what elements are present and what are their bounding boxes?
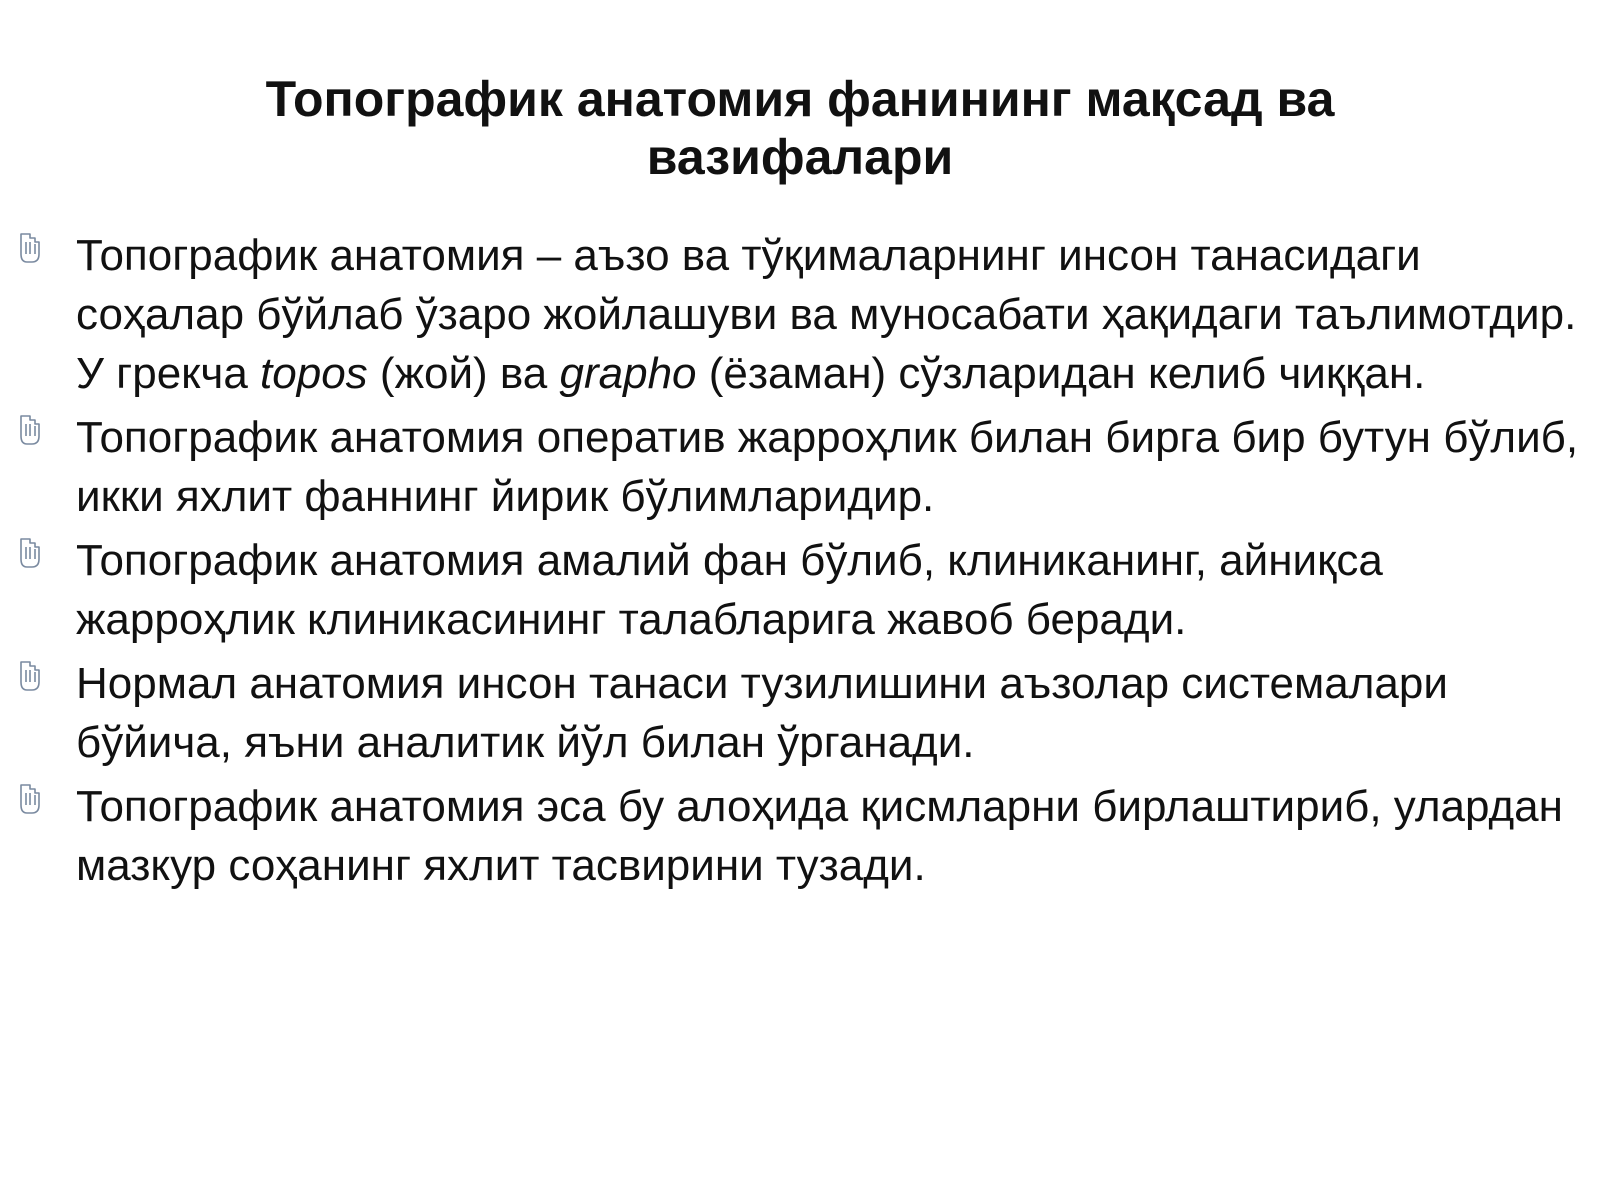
pointing-hand-icon <box>18 660 44 694</box>
bullet-item <box>18 226 1588 403</box>
bullet-text: Нормал анатомия инсон танаси тузилишини аъзолар системалари бўйича, яъни аналитик йўл билан ўрганади. <box>76 659 1448 767</box>
bullet-item <box>18 654 1588 772</box>
pointing-hand-icon <box>18 414 44 448</box>
bullet-text: Топографик анатомия оператив жарроҳлик билан бирга бир бутун бўлиб, икки яхлит фаннинг йирик бўлимларидир. <box>76 413 1579 521</box>
bullet-text: Топографик анатомия эса бу алоҳида қисмларни бирлаштириб, улардан мазкур соҳанинг яхлит тасвирини тузади. <box>76 782 1563 890</box>
italic-term-grapho: grapho <box>559 349 697 398</box>
pointing-hand-icon <box>18 783 44 817</box>
bullet-item <box>18 531 1588 649</box>
slide-title: Топографик анатомия фанининг мақсад ва вазифалари <box>265 71 1335 185</box>
pointing-hand-icon <box>18 232 44 266</box>
bullet-item <box>18 408 1588 526</box>
bullet-text: Топографик анатомия – аъзо ва тўқималарнинг инсон танасидаги соҳалар бўйлаб ўзаро жойлашуви ва муносабати ҳақидаги таълимотдир. У грекча topos (жой) ва grapho (ёзаман) сўзларидан келиб чиққан. <box>76 231 1577 398</box>
pointing-hand-icon <box>18 537 44 571</box>
italic-term-topos: topos <box>260 349 368 398</box>
bullet-text: Топографик анатомия амалий фан бўлиб, клиниканинг, айниқса жарроҳлик клиникасининг талабларига жавоб беради. <box>76 536 1383 644</box>
bullet-list <box>18 226 1588 900</box>
bullet-item <box>18 777 1588 895</box>
